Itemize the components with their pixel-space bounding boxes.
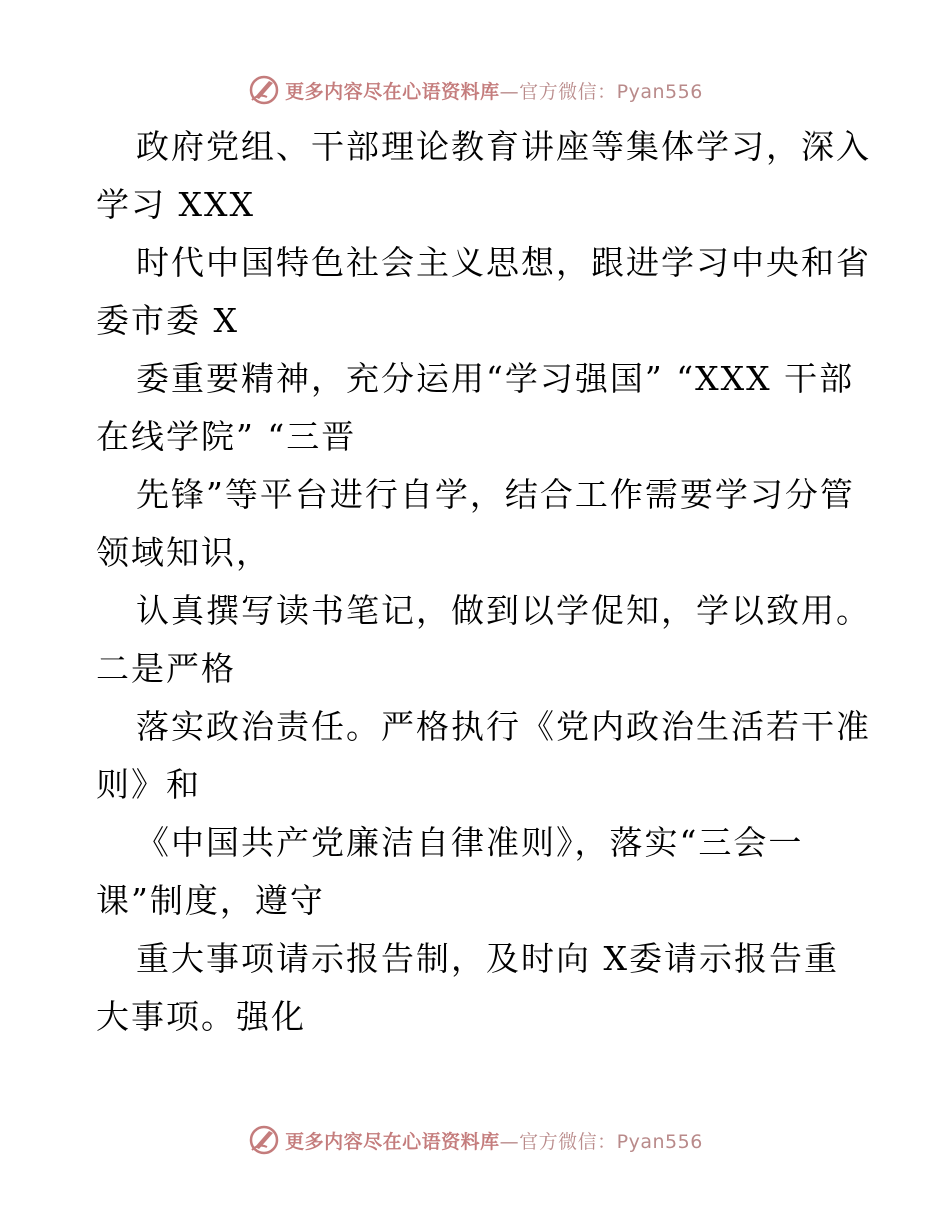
body-line: 课”制度，遵守 bbox=[96, 881, 325, 920]
body-line: 落实政治责任。严格执行《党内政治生活若干准 bbox=[136, 707, 871, 746]
header-suffix: 官方微信：Pyan556 bbox=[519, 80, 703, 103]
body-line: 学习 XXX bbox=[96, 185, 255, 224]
body-line: 在线学院” “三晋 bbox=[96, 417, 357, 456]
header-dash: — bbox=[499, 80, 520, 103]
body-line: 政府党组、干部理论教育讲座等集体学习，深入 bbox=[136, 127, 871, 166]
body-line: 则》和 bbox=[96, 765, 201, 804]
book-quill-icon bbox=[247, 1123, 281, 1157]
footer-suffix: 官方微信：Pyan556 bbox=[519, 1130, 703, 1153]
body-line: 领域知识， bbox=[96, 533, 271, 572]
document-body bbox=[96, 118, 871, 1046]
header-brand: 更多内容尽在心语资料库 bbox=[285, 80, 500, 103]
body-line: 二是严格 bbox=[96, 649, 236, 688]
header-watermark bbox=[0, 70, 950, 110]
body-line: 委重要精神，充分运用“学习强国” “XXX 干部 bbox=[136, 359, 855, 398]
body-line: 先锋”等平台进行自学，结合工作需要学习分管 bbox=[136, 475, 855, 514]
body-line: 重大事项请示报告制，及时向 X委请示报告重 bbox=[136, 939, 839, 978]
body-line: 大事项。强化 bbox=[96, 997, 306, 1036]
book-quill-icon bbox=[247, 73, 281, 107]
body-line: 《中国共产党廉洁自律准则》，落实“三会一 bbox=[136, 823, 804, 862]
footer-dash: — bbox=[499, 1130, 520, 1153]
body-line: 委市委 X bbox=[96, 301, 239, 340]
footer-brand: 更多内容尽在心语资料库 bbox=[285, 1130, 500, 1153]
body-line: 认真撰写读书笔记，做到以学促知，学以致用。 bbox=[136, 591, 871, 630]
footer-watermark bbox=[0, 1120, 950, 1160]
header-watermark-text bbox=[285, 77, 703, 104]
body-line: 时代中国特色社会主义思想，跟进学习中央和省 bbox=[136, 243, 871, 282]
footer-watermark-text bbox=[285, 1127, 703, 1154]
